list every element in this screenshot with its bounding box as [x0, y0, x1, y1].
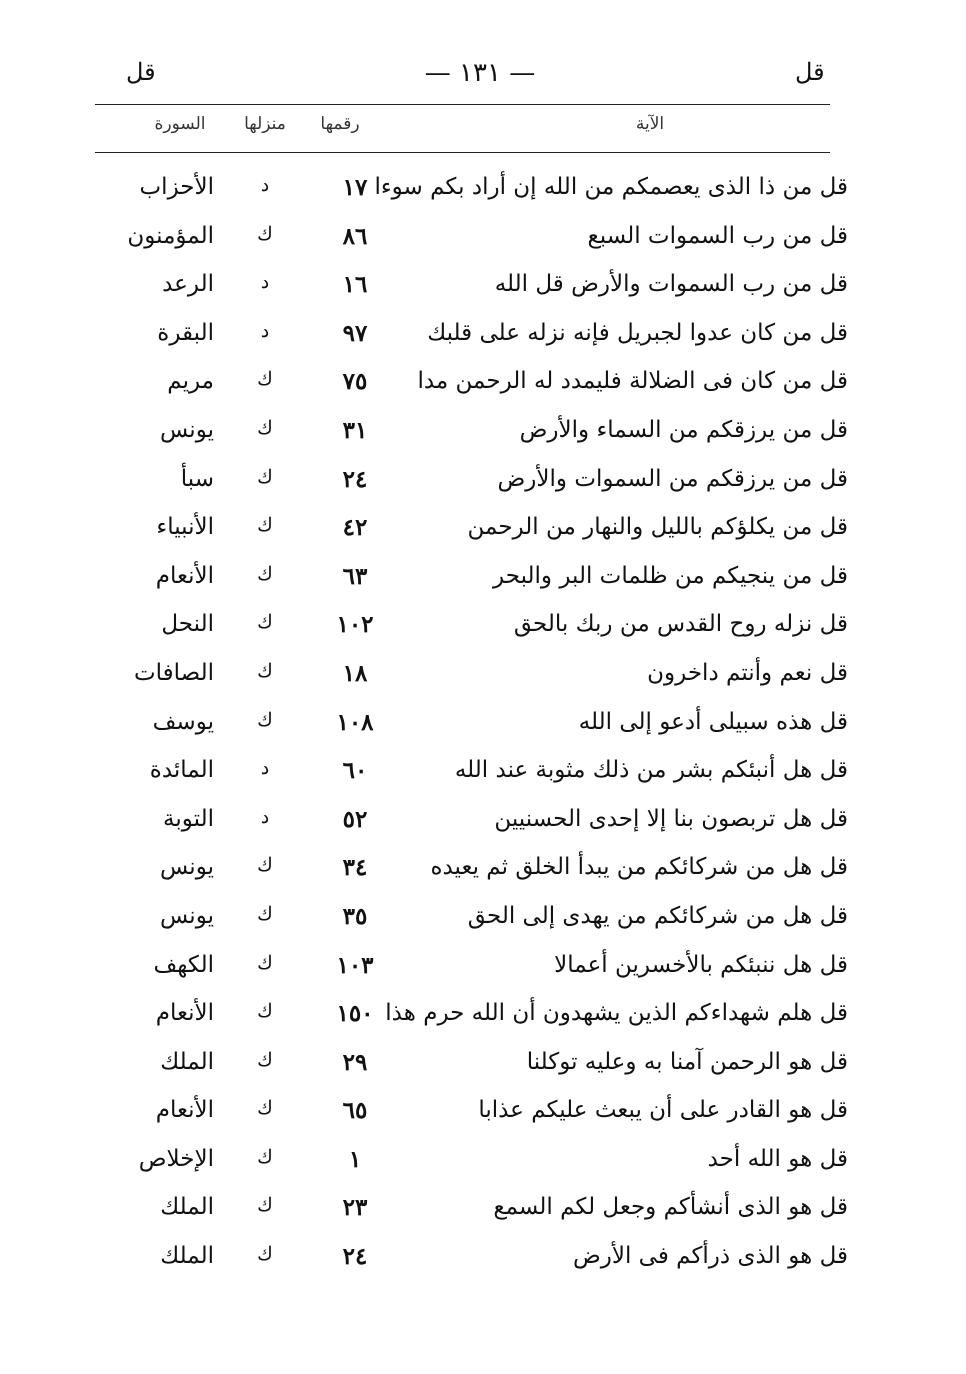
ayah-text: قل من رب السموات السبع	[587, 222, 848, 249]
table-row	[0, 800, 966, 849]
revelation-place: ك	[257, 1194, 273, 1217]
ayah-number: ١٠٣	[336, 951, 374, 979]
ayah-text: قل هل ننبئكم بالأخسرين أعمالا	[554, 951, 848, 978]
revelation-place: د	[260, 174, 270, 196]
surah-name: التوبة	[163, 805, 214, 832]
table-row	[0, 265, 966, 314]
revelation-place: ك	[257, 465, 273, 488]
table-row	[0, 1091, 966, 1140]
table-row	[0, 897, 966, 946]
ayah-number: ٨٦	[342, 222, 368, 250]
surah-name: البقرة	[157, 319, 214, 346]
ayah-number: ١٦	[342, 271, 368, 299]
table-row	[0, 362, 966, 411]
table-row	[0, 557, 966, 606]
surah-name: يوسف	[152, 708, 214, 735]
ayah-number: ٢٣	[342, 1194, 368, 1222]
revelation-place: ك	[257, 902, 273, 925]
surah-name: النحل	[161, 611, 214, 638]
revelation-place: ك	[257, 611, 273, 634]
ayah-number: ١٠٢	[336, 611, 374, 639]
ayah-text: قل من رب السموات والأرض قل الله	[494, 271, 848, 298]
surah-name: الأحزاب	[139, 174, 214, 200]
table-row	[0, 703, 966, 752]
ayah-text: قل من يرزقكم من السموات والأرض	[497, 465, 848, 492]
table-row	[0, 605, 966, 654]
header-keyword-right: قل	[795, 58, 825, 86]
ayah-text: قل هذه سبيلى أدعو إلى الله	[578, 708, 848, 735]
revelation-place: د	[260, 757, 270, 780]
ayah-text: قل هو القادر على أن يبعث عليكم عذابا	[478, 1097, 848, 1124]
surah-name: الإخلاص	[138, 1145, 214, 1172]
revelation-place: ك	[257, 1097, 273, 1120]
column-header-ayah: الآية	[635, 114, 665, 134]
table-row	[0, 1043, 966, 1092]
ayah-number: ٧٥	[342, 368, 368, 396]
surah-name: الأنعام	[155, 1000, 214, 1027]
revelation-place: ك	[257, 1000, 273, 1023]
header-keyword-left: قل	[126, 58, 156, 86]
surah-name: يونس	[159, 416, 214, 443]
ayah-text: قل من ينجيكم من ظلمات البر والبحر	[493, 562, 848, 589]
ayah-number: ٣٥	[342, 902, 368, 930]
surah-name: الرعد	[162, 271, 214, 298]
surah-name: المؤمنون	[127, 222, 214, 249]
ayah-number: ١٨	[342, 659, 368, 687]
surah-name: المائدة	[149, 757, 214, 784]
surah-name: الأنعام	[155, 562, 214, 589]
revelation-place: د	[260, 805, 270, 828]
table-row	[0, 946, 966, 995]
revelation-place: ك	[257, 416, 273, 439]
ayah-text: قل هل تربصون بنا إلا إحدى الحسنيين	[494, 805, 848, 832]
ayah-number: ٢٩	[342, 1048, 368, 1076]
ayah-number: ١٠٨	[336, 708, 374, 736]
table-row	[0, 1237, 966, 1286]
ayah-number: ٦٥	[342, 1097, 368, 1125]
ayah-number: ١	[348, 1145, 362, 1173]
revelation-place: ك	[257, 368, 273, 391]
header-divider	[95, 104, 830, 105]
ayah-number: ٢٤	[342, 1243, 368, 1271]
table-row	[0, 411, 966, 460]
revelation-place: ك	[257, 659, 273, 682]
ayah-number: ٦٣	[342, 562, 368, 590]
ayah-text: قل هو الذى أنشأكم وجعل لكم السمع	[493, 1194, 848, 1221]
ayah-number: ٥٢	[342, 805, 368, 833]
revelation-place: ك	[257, 854, 273, 877]
ayah-text: قل هل من شركائكم من يهدى إلى الحق	[467, 902, 848, 929]
table-row	[0, 460, 966, 509]
column-header-divider	[95, 152, 830, 153]
revelation-place: ك	[257, 708, 273, 731]
revelation-place: ك	[257, 222, 273, 245]
page-number: — ١٣١ —	[424, 58, 536, 88]
revelation-place: ك	[257, 1048, 273, 1071]
ayah-text: قل نزله روح القدس من ربك بالحق	[513, 611, 848, 638]
revelation-place: ك	[257, 951, 273, 974]
table-row	[0, 654, 966, 703]
table-row	[0, 751, 966, 800]
surah-name: الملك	[160, 1243, 214, 1270]
ayah-text: قل هل أنبئكم بشر من ذلك مثوبة عند الله	[454, 757, 848, 784]
ayah-text: قل من يكلؤكم بالليل والنهار من الرحمن	[467, 514, 848, 541]
surah-name: الأنعام	[155, 1097, 214, 1124]
table-row	[0, 994, 966, 1043]
ayah-number: ٣٤	[342, 854, 368, 882]
revelation-place: د	[260, 319, 270, 342]
column-header-place: منزلها	[244, 114, 286, 134]
revelation-place: ك	[257, 562, 273, 585]
ayah-number: ١٥٠	[336, 1000, 374, 1028]
surah-name: يونس	[159, 902, 214, 929]
ayah-text: قل هل من شركائكم من يبدأ الخلق ثم يعيده	[430, 854, 848, 881]
surah-name: سبأ	[180, 465, 214, 492]
column-header-number: رقمها	[320, 114, 360, 134]
table-row	[0, 848, 966, 897]
table-row	[0, 217, 966, 266]
table-row	[0, 508, 966, 557]
ayah-text: قل من يرزقكم من السماء والأرض	[519, 416, 848, 443]
ayah-number: ٢٤	[342, 465, 368, 493]
ayah-text: قل هو الله أحد	[707, 1145, 848, 1172]
ayah-number: ٦٠	[342, 757, 368, 785]
ayah-number: ١٧	[342, 174, 368, 201]
surah-name: الكهف	[153, 951, 214, 978]
ayah-text: قل من كان فى الضلالة فليمدد له الرحمن مدا	[417, 368, 848, 395]
surah-name: يونس	[159, 854, 214, 881]
surah-name: الملك	[160, 1194, 214, 1221]
table-row	[0, 1140, 966, 1189]
ayah-text: قل من كان عدوا لجبريل فإنه نزله على قلبك	[427, 319, 848, 346]
ayah-number: ٣١	[342, 416, 368, 444]
revelation-place: ك	[257, 1145, 273, 1168]
surah-name: مريم	[167, 368, 214, 395]
surah-name: الملك	[160, 1048, 214, 1075]
revelation-place: ك	[257, 514, 273, 537]
column-header-surah: السورة	[154, 114, 206, 134]
table-row	[0, 314, 966, 363]
ayah-text: قل هو الذى ذرأكم فى الأرض	[572, 1243, 848, 1270]
revelation-place: د	[260, 271, 270, 294]
ayah-text: قل هو الرحمن آمنا به وعليه توكلنا	[526, 1048, 848, 1075]
revelation-place: ك	[257, 1243, 273, 1266]
ayah-text: قل من ذا الذى يعصمكم من الله إن أراد بكم سوءا	[374, 174, 848, 200]
ayah-text: قل نعم وأنتم داخرون	[647, 659, 848, 686]
table-row	[0, 1188, 966, 1237]
ayah-number: ٤٢	[342, 514, 368, 542]
index-table	[0, 168, 966, 1286]
surah-name: الأنبياء	[156, 514, 214, 541]
table-row	[0, 168, 966, 217]
ayah-text: قل هلم شهداءكم الذين يشهدون أن الله حرم هذا	[385, 1000, 848, 1027]
ayah-number: ٩٧	[342, 319, 368, 347]
surah-name: الصافات	[133, 659, 214, 686]
